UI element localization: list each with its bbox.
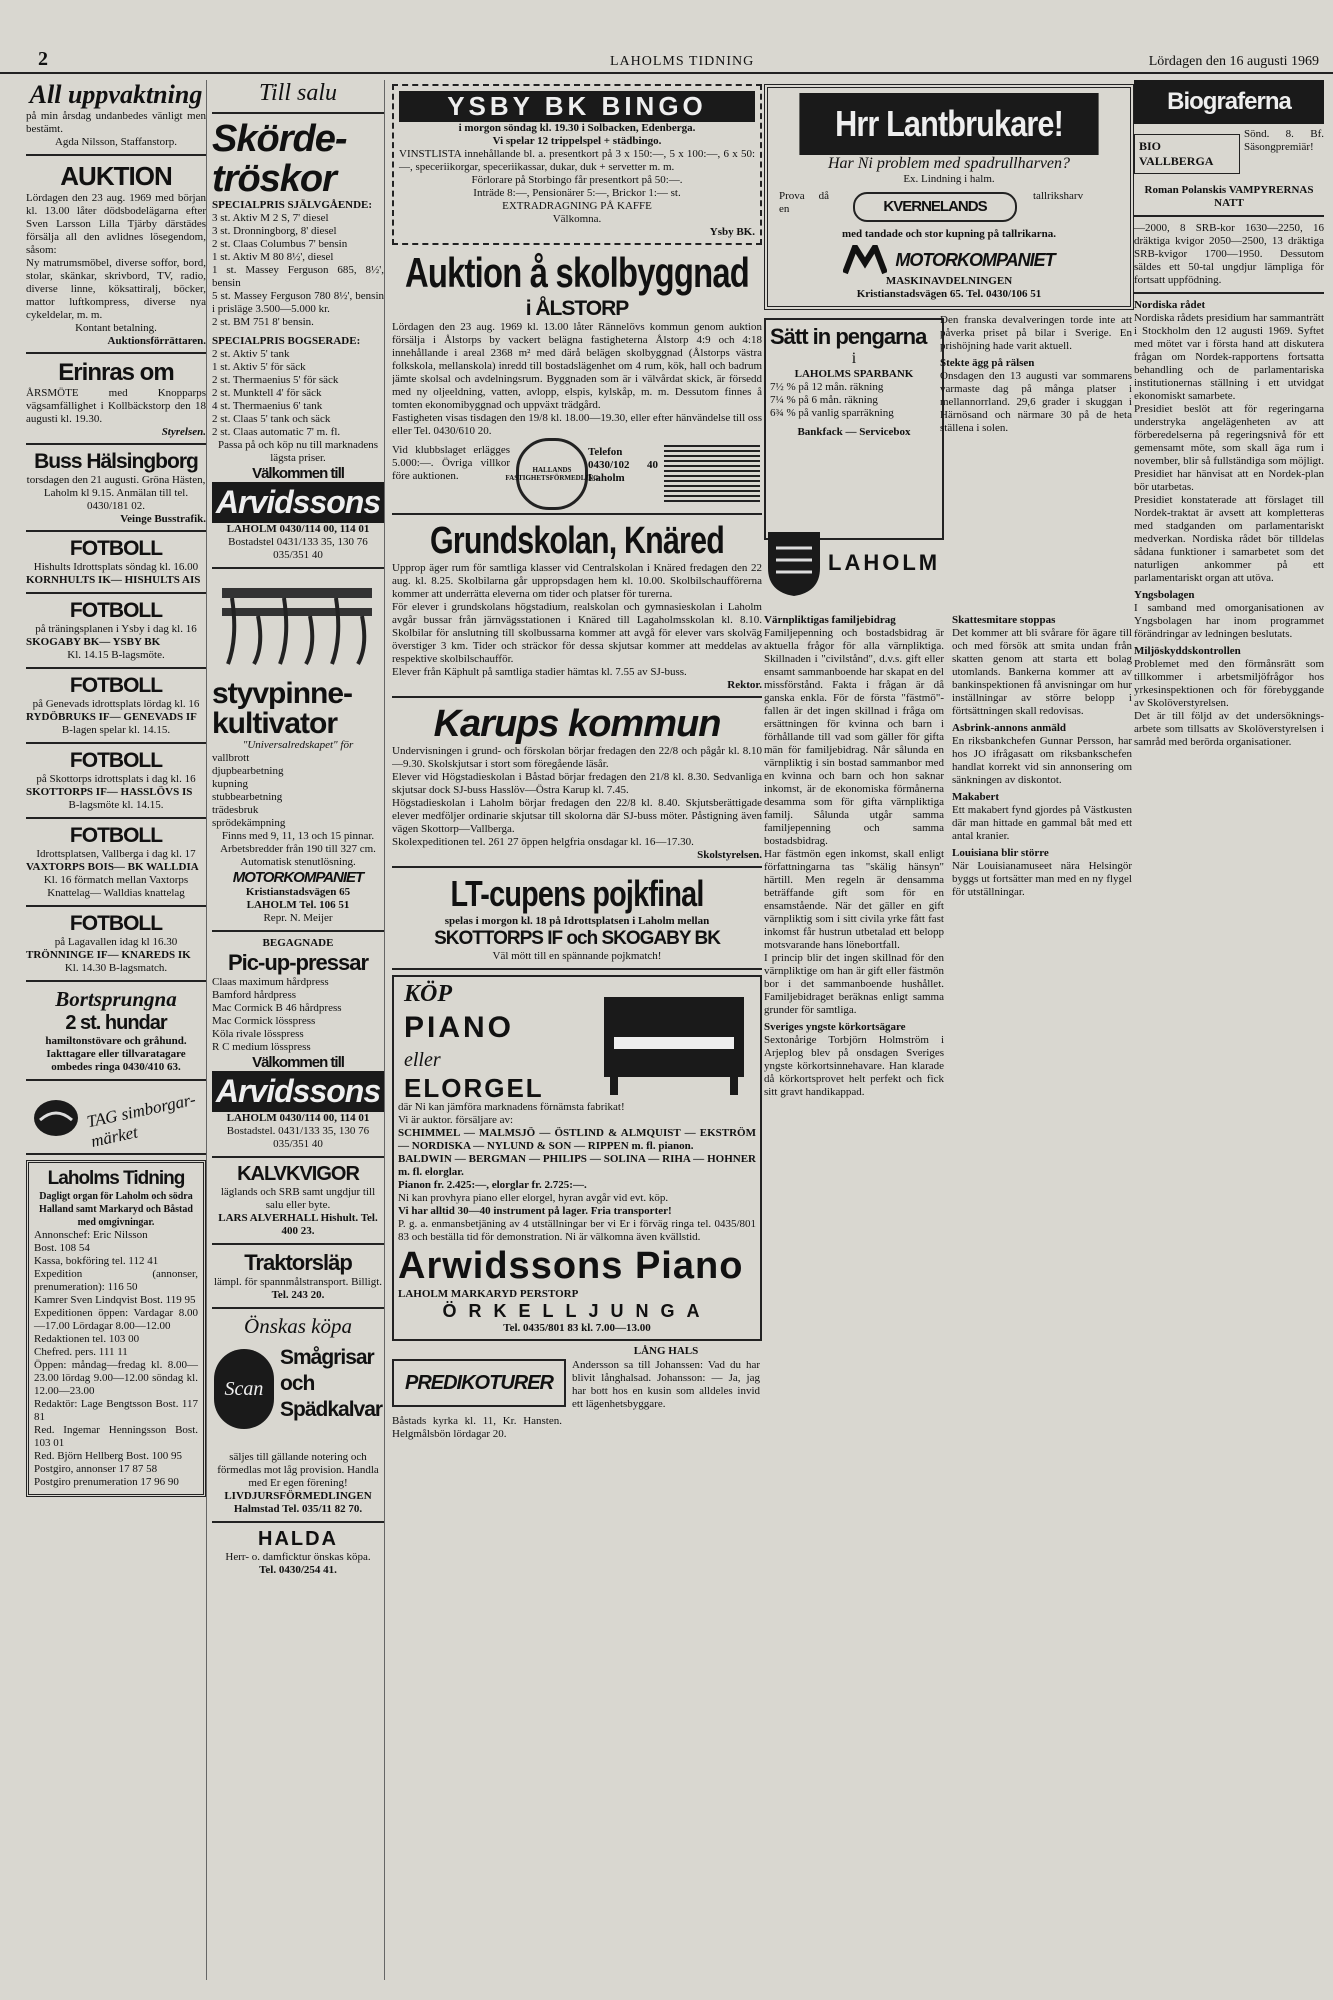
buss-title: Buss Hälsingborg [34,450,198,473]
kop-text3: Ni kan provhyra piano eller elorgel, hyran avgår vid evt. köp. [398,1192,669,1204]
lt-line: Kamrer Sven Lindqvist Bost. 119 95 [34,1294,196,1306]
prices: Pianon fr. 2.425:—, elorglar fr. 2.725:—. [398,1179,587,1191]
nordiska-text: Nordiska rådets presidium har sammanträtt i Stockholm den 12 augusti 1969. Syftet med mötet var i första hand att diskutera frågan om Nordek-rapportens fortsatta behandling och de parlamentariska institutionernas ställning i ett utvidgat ekonomiskt samarbete. [1134,312,1324,402]
elorgel-word: ELORGEL [404,1073,544,1103]
rates-list [770,381,938,420]
auktion-items: Ny matrumsmöbel, diverse soffor, bord, stolar, skänkar, skrivbord, TV, radio, diverse linne, köksattiralj, böcker, mattor luftkompress, diverse nya cykeldelar, m. m. [26,257,206,321]
ysby-l1: i morgon söndag kl. 19.30 i Solbacken, Edenberga. [458,122,696,134]
grundskolan-text3: Elever från Käphult på samtliga stadier hämtas kl. 7.55 av SJ-buss. [392,666,687,678]
lang-text: Andersson sa till Johanssen: Vad du har blivit långhalsad. Johansson: — Ja, jag har bott hos en kusin som alldeles invid ett lägenhetsbyggare. [572,1359,760,1410]
hallands-contact-panel [664,442,760,502]
fotboll-4-teams: SKOTTORPS IF— HASSLÖVS IS [26,786,193,798]
bortsprungna-text: hamiltonstövare och gråhund. Iakttagare eller tillvaratagare ombedes ringa 0430/410 63. [45,1035,187,1073]
hallands-seal: HALLANDS FASTIGHETSFÖRMEDLING [516,438,588,510]
hallands-block [392,438,762,508]
lt-line: Red. Björn Hellberg Bost. 100 95 [34,1450,182,1462]
ltcup-title: LT-cupens pojkfinal [450,873,704,914]
pickup-item: Bamford hårdpress [212,989,297,1001]
valkommen-1: Välkommen till [252,465,344,482]
motork-tel: LAHOLM Tel. 106 51 [246,899,350,911]
art5-title: Makabert [952,791,1000,803]
lt-line: Bost. 108 54 [34,1242,90,1254]
bio-block [1134,128,1324,184]
issue-date: Lördagen den 16 augusti 1969 [1148,54,1319,69]
finns-text: Finns med 9, 11, 13 och 15 pinnar. Arbetsbredder från 190 till 327 cm. Automatisk stenutlösning. [220,830,376,868]
kverneland-row [773,186,1125,228]
articles-block [764,614,1134,1654]
grundskolan-text2: För elever i grundskolans högstadium, realskolan och gymnasieskolan i Laholm avgår bussar från järnvägsstationen i Knäred till Lagaholmsskolan kl. 8.10. Skolbilar för anslutning till skolbussarna kommer att avgå för elever vars skolväg överstiger 3 km. Tider och sträckor för dessa skjutsar kommer att meddelas av respektive skolbilschaufför. [392,601,762,665]
spec2-list [212,348,384,439]
ysby-l3: VINSTLISTA innehållande bl. a. presentkort på 3 x 150:—, 5 x 100:—, 6 x 50:—, speceriikorgar, speceriikassar, dukar, duk + servetter m. m. [399,148,755,173]
scan-ad [212,1339,384,1451]
tag-simborgar-logo [26,1086,206,1151]
pickup-title: Pic-up-pressar [227,950,369,975]
brands: SCHIMMEL — MALMSJÖ — ÖSTLIND & ALMQUIST — EKSTRÖM — NORDISKA — NYLUND & SON — RIPPEN m. fl. pianon. [398,1127,756,1152]
pickup-item: Claas maximum hårdpress [212,976,329,988]
art4-title: Asbrink-annons anmäld [952,722,1067,734]
lt-sub: Dagligt organ för Laholm och södra Halland samt Markaryd och Båstad med omgivningar. [39,1191,193,1228]
lt-line: Kassa, bokföring tel. 112 41 [34,1255,159,1267]
spec2-item: 2 st. Thermaenius 5' för säck [212,374,339,386]
uppvaktning-text: på min årsdag undanbedes vänligt men bestämt. [26,110,206,135]
karup-text3: Högstadieskolan i Laholm börjar fredagen den 22/8 kl. 8.40. Skjutsberättigade elever medföljer ordinarie skjutsar till skolorna där SJ-buss möter. Påstigning även vägen Skottorp—Vallberga. [392,797,762,835]
begagnade: BEGAGNADE [262,937,334,949]
pickup-item: R C medium lösspress [212,1041,311,1053]
piano-ad [392,975,762,1341]
pickup-item: Mac Cormick lösspress [212,1015,316,1027]
scan-text: säljes till gällande notering och förmedlas mot låg provision. Handla med Er egen förening! [217,1451,379,1489]
lang-title: LÅNG HALS [633,1345,699,1357]
tag-text: TAG simborgar-märket [85,1089,198,1151]
spec1-list [212,212,384,329]
kalvkvigor-title: KALVKVIGOR [237,1163,359,1185]
ltcup-teams: SKOTTORPS IF och SKOGABY BK [434,928,720,949]
yngs-text: I samband med omorganisationen av Yngsbolagen har inom programmet förändringar av ledningen beslutats. [1134,602,1324,640]
kop-word: KÖP [404,981,452,1007]
lantbrukare-sub: Har Ni problem med spadrullharven? [827,155,1071,172]
kop-text5: P. g. a. enmansbetjäning av 4 utställningar ber vi Er i förväg ringa tel. 0435/801 83 och beställa tid för demonstration. Ni är välkomna även kvällstid. [398,1218,756,1243]
column-1 [26,80,207,1980]
halda-title: HALDA [258,1528,338,1550]
fotboll-1-title: FOTBOLL [69,537,163,560]
lt-line: Expedition (annonser, prenumeration): 116 50 [34,1268,198,1293]
laholms-tidning-box [26,1160,206,1497]
karup-title: Karups kommun [433,703,721,745]
satt-title: Sätt in pengarna [770,324,927,349]
mk-name: MOTORKOMPANIET [895,249,1055,270]
fotboll-4-extra: B-lagsmöte kl. 14.15. [68,799,164,811]
karup-text2: Elever vid Högstadieskolan i Båstad börjar fredagen den 21/8 kl. 8.30. Sedvanliga skjutsar dock SJ-buss Hasslöv—Östra Karup kl. 7.45. [392,771,762,796]
lt-line: Postgiro prenumeration 17 96 90 [34,1476,179,1488]
art2-title: Skattesmitare stoppas [952,614,1056,626]
ysby-l2: Vi spelar 12 trippelspel + städbingo. [492,135,662,147]
art7: När Louisianamuseet nära Helsingör byggs ut fortsätter man med en ny flygel för utställningar. [952,860,1132,898]
sparbank-row [764,314,1134,614]
spec1-item: 3 st. Aktiv M 2 S, 7' diesel [212,212,329,224]
spec1-item: 5 st. Massey Ferguson 780 8½', bensin i prisläge 3.500—5.000 kr. [212,290,384,315]
bortsprungna-title: Bortsprungna [55,987,177,1011]
ltcup-sub: spelas i morgon kl. 18 på Idrottsplatsen i Laholm mellan [444,915,710,927]
fotboll-3-title: FOTBOLL [69,674,163,697]
uppvaktning-sig: Agda Nilsson, Staffanstorp. [54,136,177,148]
lantbrukare-foot: med tandade och stor kupning på tallrikarna. [841,228,1057,240]
bankfack: Bankfack — Servicebox [797,426,911,438]
arw-town: ÖRKELLJUNGA [442,1301,712,1321]
universal-text: "Universalredskapet" för [242,739,354,751]
spec2-title: SPECIALPRIS BOGSERADE: [212,335,361,347]
arvidssons-2-logo: Arvidssons [212,1071,384,1112]
universal-list [212,752,384,830]
universal-item: djupbearbetning [212,765,284,777]
art3: Onsdagen den 13 augusti var sommarens varmaste dag på många platser i mellannorrland. 29,6 grader i skuggan i Härnösand och närmare 30 på de heta ställena i solen. [940,370,1132,434]
bilpriser-article [940,314,1132,435]
sparbank-ad [764,318,944,540]
column-5 [1134,80,1324,1980]
lantbrukare-sub2: Ex. Lindning i halm. [903,173,995,185]
rate-item: 6¾ % på vanlig sparräkning [770,407,894,419]
rate-item: 7¼ % på 6 mån. räkning [770,394,878,406]
lt-title: Laholms Tidning [47,1168,185,1189]
fotboll-1-teams: KORNHULTS IK— HISHULTS AIS [26,574,201,586]
rate-item: 7½ % på 12 mån. räkning [770,381,884,393]
laholm-crest-icon [764,528,824,598]
yngs-title: Yngsbolagen [1134,589,1195,601]
bio-film: Roman Polanskis VAMPYRERNAS NATT [1144,184,1314,209]
spec2-item: 2 st. Claas 5' tank och säck [212,413,331,425]
satt-i: i [851,350,857,367]
universal-item: kupning [212,778,249,790]
ysby-l5: Inträde 8:—, Pensionärer 5:—, Brickor 1:— st. [473,187,681,199]
spec1-item: 1 st. Aktiv M 80 8½', diesel [212,251,334,263]
buss-sig: Veinge Busstrafik. [120,513,206,525]
milj-text2: Det är till följd av det undersöknings-arbete som tillsatts av Skolöverstyrelsen i samråd med berörda organisationer. [1134,710,1324,748]
spec1-item: 1 st. Massey Ferguson 685, 8½', bensin [212,264,384,289]
fotboll-2-title: FOTBOLL [69,599,163,622]
ysby-title: YSBY BK BINGO [399,91,755,122]
kultivator-illustration [212,574,384,674]
ysby-sig: Ysby BK. [709,226,755,238]
erinras-text: ÅRSMÖTE med Knopparps vägsamfällighet i Kollbäckstorp den 18 augusti kl. 19.30. [26,387,206,425]
auktion-title: AUKTION [60,161,172,191]
art1c: I princip blir det ingen skillnad för den värnpliktige om han är gift eller fästmön bor i det sammanboende hushållet. Familjebidraget beräknas enligt samma grunder för samtliga. [764,952,944,1016]
auktion-skol-title: Auktion å skolbyggnad [404,249,750,296]
predikoturer-logo: PREDIKOTURER [392,1359,566,1407]
art1: Familjepenning och bostadsbidrag är aktuella frågor för alla värnpliktiga. Skillnaden i "civilstånd", d.v.s. gift eller ensamt sammanboende har skapat en del missförstånd. Fakta i frågan är då ganska enkla. För de första "fästmö"-fallen är det ingen skillnad i fråga om ersättningen för kvinna och barn i förhållande till vad som gäller för gifta män för familjebidrag. Når sålunda en värnpliktig i sin bostad sammanbor med en kvinna och barn och hon saknar inkomst, är de ekonomiska förmånerna desamma som för gifta värnpliktiga familj. Sålunda utgår samma familjepenning och samma bostadsbidrag. [764,627,944,847]
art3-title: Stekte ägg på rälsen [940,357,1035,369]
art2: Det kommer att bli svårare för ägare till och med försök att smita undan från skatten genom att starta ett bolag utomlands. Bankerna kommer att av bankinspektionen få anvisningar om hur inställningar av större belopp i förtsättningen skall redovisas. [952,627,1132,717]
spec2-item: 2 st. Aktiv 5' tank [212,348,290,360]
styvpinne-title: styvpinne- kultivator [212,677,353,740]
auktion-sig: Auktionsförrättaren. [107,335,206,347]
prices-text: —2000, 8 SRB-kor 1630—2250, 16 dräktiga kvigor 2050—2500, 13 dräktiga SRB-kvigor 1700—1950. Dessutom säldes ett 50-tal ungdjur lämpliga för fortsatt uppfödning. [1134,222,1324,286]
uppvaktning-title: All uppvaktning [29,80,203,109]
spec2-item: 1 st. Aktiv 5' för säck [212,361,306,373]
kop-text: där Ni kan jämföra marknadens förnämsta fabrikat! [398,1101,625,1113]
fotboll-3-teams: RYDÖBRUKS IF— GENEVADS IF [26,711,197,723]
karup-text4: Skolexpeditionen tel. 261 27 öppen helgfria onsdagar kl. 16—17.30. [392,836,694,848]
art5: Ett makabert fynd gjordes på Västkusten där man hittade en gammal båt med ett antal kranier. [952,804,1132,842]
universal-item: stubbearbetning [212,791,283,803]
fotboll-4-title: FOTBOLL [69,749,163,772]
mk-sub: MASKINAVDELNINGEN [885,275,1013,287]
prova-text: Prova då en [779,190,829,215]
art1-title: Värnpliktigas familjebidrag [764,614,896,626]
bio-info: Sönd. 8. Bf. Säsongpremiär! [1244,128,1324,153]
auktion-skol-text3: Vid klubbslaget erlägges 5.000:—. Övriga villkor före auktionen. [392,444,510,482]
lt-line: Annonschef: Eric Nilsson [34,1229,148,1241]
milj-text: Problemet med den förmånsrätt som tillkommer i arbetsmiljöfrågor hos yrkesinspektionen och för förebyggande av Skolöverstyrelsen. [1134,658,1324,709]
grundskolan-sig: Rektor. [727,679,762,691]
erinras-sig: Styrelsen. [161,426,206,438]
karup-sig: Skolstyrelsen. [697,849,762,861]
grundskolan-text: Upprop äger rum för samtliga klasser vid Centralskolan i Knäred fredagen den 22 aug. kl. 8.25. Skolbilarna går uppropsdagen hem kl. 10.00. Skolbilschaufförerna kommer att underrätta eleverna om tider och platser för turerna. [392,562,762,600]
laholm-logo: LAHOLM [828,550,941,575]
kalvkvigor-sig: LARS ALVERHALL Hishult. Tel. 400 23. [218,1212,378,1237]
ysby-bingo-ad [392,84,762,245]
universal-item: sprödekämpning [212,817,286,829]
auktion-text: Lördagen den 23 aug. 1969 med början kl. 13.00 låter dödsbodelägarna efter Sven Larsson Lilla Tjärby därstädes försälja all den avlidnes lösegendom, såsom: [26,192,206,256]
art1b: Har fästmön egen inkomst, skall enligt författningarna tas "skälig hänsyn" härtill. Men regeln är densamma beträffande gift som för en ensamstående. När det gäller en gift värnpliktig som i sitt civila yrke fått fast inkomst får hustrun utbetalad ett belopp motsvarande hans lönebortfall. [764,848,944,951]
art8: Den franska devalveringen torde inte att påverka priset på bilar i Sverige. En prishöjning hade varit aktuell. [940,314,1132,352]
scan-logo: Scan [214,1349,274,1429]
column-4 [764,80,1134,1980]
lt-line: Redaktör: Lage Bengtsson Bost. 117 81 [34,1398,198,1423]
laholm-tel-1: LAHOLM 0430/114 00, 114 01 [226,523,370,535]
lt-line: Red. Ingemar Henningsson Bost. 103 01 [34,1424,198,1449]
laholm-tel-2: LAHOLM 0430/114 00, 114 01 [226,1112,370,1124]
halda-text: Herr- o. damficktur önskas köpa. [225,1551,371,1563]
sparbank-name: LAHOLMS SPARBANK [794,368,914,380]
spec1-item: 2 st. BM 751 8' bensin. [212,316,314,328]
fotboll-5-text: Idrottsplatsen, Vallberga i dag kl. 17 [36,848,196,860]
fotboll-3-text: på Genevads idrottsplats lördag kl. 16 [32,698,200,710]
motork-addr: Kristianstadsvägen 65 [245,886,351,898]
onskas-kopa: Önskas köpa [244,1314,352,1338]
erinras-title: Erinras om [58,359,174,386]
fotboll-5-teams: VAXTORPS BOIS— BK WALLDIA [26,861,199,873]
ysby-l4: Förlorare på Storbingo får presentkort på 50:—. [471,174,683,186]
auktion-pay: Kontant betalning. [75,322,157,334]
fotboll-2-extra: Kl. 14.15 B-lagsmöte. [67,649,165,661]
traktorslap-text: lämpl. för spannmålstransport. Billigt. [213,1276,383,1288]
piano-illustration [600,987,750,1097]
traktorslap-tel: Tel. 243 20. [271,1289,325,1301]
motorkompaniet-logo: MOTORKOMPANIET [232,869,364,886]
page-number: 2 [38,48,48,70]
column-3 [392,80,762,1980]
skorde-title: Skörde- tröskor [212,118,347,200]
arwidssons-piano-logo: Arwidssons Piano [398,1245,744,1287]
nordiska-text2: Presidiet beslöt att för regeringarna understryka angelägenheten av att förberedelserna på regeringsnivå för ett gemensamt möte, som skall äga rum i november, blir så fullständiga som möjligt. Presidiet har hänvisat att en Nordek-plan bör utarbetas. [1134,403,1324,493]
lt-line: Öppen: måndag—fredag kl. 8.00—23.00 lördag 9.00—12.00 söndag kl. 12.00—23.00 [34,1359,198,1397]
traktorslap-title: Traktorsläp [244,1250,352,1275]
biograferna-title: Biograferna [1134,80,1324,124]
spec-note: Passa på och köp nu till marknadens lägsta priser. [217,439,379,464]
spec1-item: 3 st. Dronningborg, 8' diesel [212,225,337,237]
smagrisar-title: Smågrisar och Spädkalvar [280,1346,383,1421]
brands2: BALDWIN — BERGMAN — PHILIPS — SOLINA — RIHA — HOHNER m. fl. elorglar. [398,1153,756,1178]
pickup-item: Mac Cormick B 46 hårdpress [212,1002,342,1014]
arw-loc: LAHOLM MARKARYD PERSTORP [398,1288,579,1300]
spec2-item: 4 st. Thermaenius 6' tank [212,400,323,412]
lt-line: Chefred. pers. 111 11 [34,1346,128,1358]
mk-logo-icon [843,245,887,275]
fotboll-5-title: FOTBOLL [69,824,163,847]
column-2 [212,80,385,1980]
spec1-item: 2 st. Claas Columbus 7' bensin [212,238,348,250]
bio-name: BIO VALLBERGA [1134,134,1240,174]
nordiska-text3: Presidiet konstaterade att förslaget till Nordek-traktat är avsett att kompletteras med stadganden om parlamentariskt medverkan. Nordiska rådet bör tilldelas sådana funktioner i samarbetet som det naturligen ankommer på ett parlamentariskt organ att utöva. [1134,494,1324,584]
art6-title: Sveriges yngste körkortsägare [764,1021,906,1033]
tallriks-text: tallriksharv [1033,190,1084,202]
piano-word: PIANO [404,1011,515,1044]
articles-right [952,614,1132,1654]
kalvkvigor-text: läglands och SRB samt ungdjur till salu eller byte. [220,1186,376,1211]
fotboll-6-text: på Lagavallen idag kl 16.30 [54,936,178,948]
masthead: LAHOLMS TIDNING [610,54,755,69]
valkommen-2: Välkommen till [252,1054,344,1071]
milj-title: Miljöskyddskontrollen [1134,645,1241,657]
bostadstel-1: Bostadstel 0431/133 35, 130 76 035/351 40 [228,536,368,561]
lantbrukare-ad [764,84,1134,310]
fotboll-6-teams: TRÖNNINGE IF— KNAREDS IK [26,949,191,961]
ysby-l6: EXTRADRAGNING PÅ KAFFE [502,200,652,212]
pickup-list [212,976,384,1054]
fotboll-4-text: på Skottorps idrottsplats i dag kl. 16 [36,773,196,785]
tillsalu-title: Till salu [258,80,338,106]
lt-lines [34,1229,198,1489]
fotboll-2-text: på träningsplanen i Ysby i dag kl. 16 [35,623,197,635]
spec2-item: 2 st. Munktell 4' för säck [212,387,322,399]
art6: Sextonårige Torbjörn Holmström i Arjeplog blev på onsdagen Sveriges yngste körkortsinnehavare. Han klarade då körkortsprovet helt perfekt och fick sitt gravt handikappad. [764,1034,944,1098]
halda-tel: Tel. 0430/254 41. [259,1564,337,1576]
grundskolan-title: Grundskolan, Knäred [430,520,724,562]
livdjur: LIVDJURSFÖRMEDLINGEN Halmstad Tel. 035/11 82 70. [224,1490,372,1515]
kop-text4: Vi har alltid 30—40 instrument på lager. Fria transporter! [398,1205,672,1217]
bastads: Båstads kyrka kl. 11, Kr. Hansten. Helgmålsbön lördagar 20. [392,1415,562,1440]
lt-line: Redaktionen tel. 103 00 [34,1333,140,1345]
lt-line: Postgiro, annonser 17 87 58 [34,1463,158,1475]
lt-line: Expeditionen öppen: Vardagar 8.00—17.00 Lördagar 8.00—12.00 [34,1307,198,1332]
hallands-info: Telefon 0430/102 40 Laholm [588,446,658,484]
lantbrukare-title: Hrr Lantbrukare! [799,93,1098,155]
nordiska-title: Nordiska rådet [1134,299,1206,311]
buss-text: torsdagen den 21 augusti. Gröna Hästen, Laholm kl 9.15. Anmälan till tel. 0430/181 02. [26,474,206,512]
arvidssons-1-logo: Arvidssons [212,482,384,523]
bostadstel-2: Bostadstel. 0431/133 35, 130 76 035/351 40 [226,1125,370,1150]
fotboll-6-extra: Kl. 14.30 B-lagsmatch. [64,962,168,974]
universal-item: vallbrott [212,752,250,764]
spec2-item: 2 st. Claas automatic 7' m. fl. [212,426,341,438]
page-header [0,50,1333,74]
fotboll-2-teams: SKOGABY BK— YSBY BK [26,636,161,648]
spec1-title: SPECIALPRIS SJÄLVGÅENDE: [212,199,373,211]
auktion-skol-text: Lördagen den 23 aug. 1969 kl. 13.00 låter Rännelövs kommun genom auktion försälja i Ålstorps by vackert belägna fastigheterna Ålstorp 4:9 och 4:18 innehållande i areal 2368 m² med därå belägen skolbyggnad (Ålstorps västra folkskola, mellanskola) inredd till bostadslägenhet om 4 rum, kök, hall och badrum jämte skolsal och avdelningsrum. Byggnaden som är i välvårdat skick, är försedd med ny oljeeldning, vatten, avlopp, elspis, kylskåp, m. m. Dessutom finnes å tomten ekonomibyggnad och uppväxt trädgård. [392,321,762,411]
auktion-skol-sub: i ÅLSTORP [525,297,629,320]
fotboll-1-text: Hishults Idrottsplats söndag kl. 16.00 [33,561,199,573]
auktion-skol-text2: Fastigheten visas tisdagen den 19/8 kl. 18.00—19.30, eller efter hänvändelse till oss eller Tel. 0430/610 20. [392,412,762,437]
bottom-block [392,1345,762,1455]
bortsprungna-sub: 2 st. hundar [65,1012,167,1034]
laholm-logo-block [764,528,941,608]
fotboll-3-extra: B-lagen spelar kl. 14.15. [61,724,171,736]
ltcup-foot: Väl mött till en spännande pojkmatch! [492,950,662,962]
fotboll-6-title: FOTBOLL [69,912,163,935]
arw-tel: Tel. 0435/801 83 kl. 7.00—13.00 [503,1322,651,1334]
art7-title: Louisiana blir större [952,847,1049,859]
motork-repr: Repr. N. Meijer [263,912,333,924]
fotboll-5-extra: Kl. 16 förmatch mellan Vaxtorps Knattelag— Walldias knattelag [43,874,189,899]
kverneland-logo: KVERNELANDS [853,192,1017,222]
eller-word: eller [404,1049,441,1071]
universal-item: trädesbruk [212,804,259,816]
mk-addr: Kristianstadsvägen 65. Tel. 0430/106 51 [856,288,1042,300]
art4: En riksbankchefen Gunnar Persson, har hos JO ifrågasatt om riksbankschefen handlat korrekt vid sin annonsering om sänkningen av diskontot. [952,735,1132,786]
pickup-item: Köla rivale lösspress [212,1028,304,1040]
karup-text: Undervisningen i grund- och förskolan börjar fredagen den 22/8 och pågår kl. 8.10—9.30. Skolskjutsar i stort som föregående läsår. [392,745,762,770]
articles-left [764,614,944,1654]
kop-text2: Vi är auktor. försäljare av: [398,1114,514,1126]
ysby-l7: Välkomna. [552,213,602,225]
